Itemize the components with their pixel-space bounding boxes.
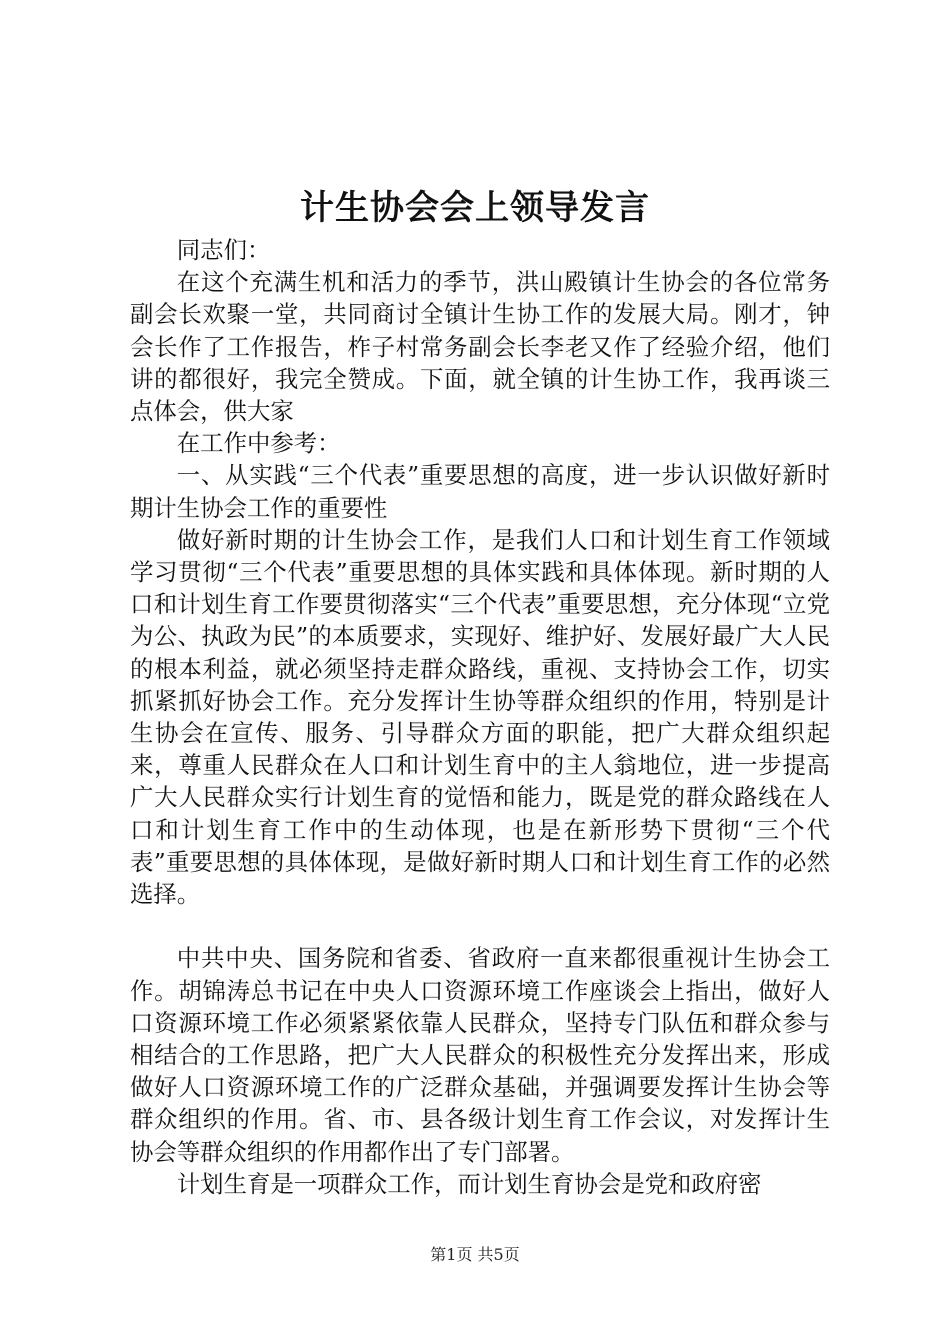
reference-paragraph: 在工作中参考：: [176, 429, 341, 458]
section-heading-paragraph: 一、从实践“三个代表”重要思想的高度，进一步认识做好新时期计生协会工作的重要性: [130, 461, 830, 522]
document-title: 计生协会会上领导发言: [300, 188, 650, 228]
body-paragraph: 计划生育是一项群众工作，而计划生育协会是党和政府密: [176, 1169, 762, 1198]
opening-paragraph: 在这个充满生机和活力的季节，洪山殿镇计生协会的各位常务副会长欢聚一堂，共同商讨全镇计生协工作的发展大局。刚才，钟会长作了工作报告，柞子村常务副会长李老又作了经验介绍，他们讲的都很好，我完全赞成。下面，就全镇的计生协工作，我再谈三点体会，供大家: [130, 268, 830, 426]
page-number-footer: 第1页 共5页: [430, 1245, 520, 1264]
paragraph-spacer: [130, 910, 830, 942]
document-body: [130, 234, 830, 1200]
body-paragraph: 做好新时期的计生协会工作，是我们人口和计划生育工作领域学习贯彻“三个代表”重要思想的具体实践和具体体现。新时期的人口和计划生育工作要贯彻落实“三个代表”重要思想，充分体现“立党为公、执政为民”的本质要求，实现好、维护好、发展好最广大人民的根本利益，就必须坚持走群众路线，重视、支持协会工作，切实抓紧抓好协会工作。充分发挥计生协等群众组织的作用，特别是计生协会在宣传、服务、引导群众方面的职能，把广大群众组织起来，尊重人民群众在人口和计划生育中的主人翁地位，进一步提高广大人民群众实行计划生育的觉悟和能力，既是党的群众路线在人口和计划生育工作中的生动体现，也是在新形势下贯彻“三个代表”重要思想的具体体现，是做好新时期人口和计划生育工作的必然选择。: [130, 525, 830, 909]
body-paragraph: 中共中央、国务院和省委、省政府一直来都很重视计生协会工作。胡锦涛总书记在中央人口资源环境工作座谈会上指出，做好人口资源环境工作必须紧紧依靠人民群众，坚持专门队伍和群众参与相结合的工作思路，把广大人民群众的积极性充分发挥出来，形成做好人口资源环境工作的广泛群众基础，并强调要发挥计生协会等群众组织的作用。省、市、县各级计划生育工作会议，对发挥计生协会等群众组织的作用都作出了专门部署。: [130, 944, 830, 1166]
salutation-paragraph: 同志们：: [176, 236, 271, 264]
